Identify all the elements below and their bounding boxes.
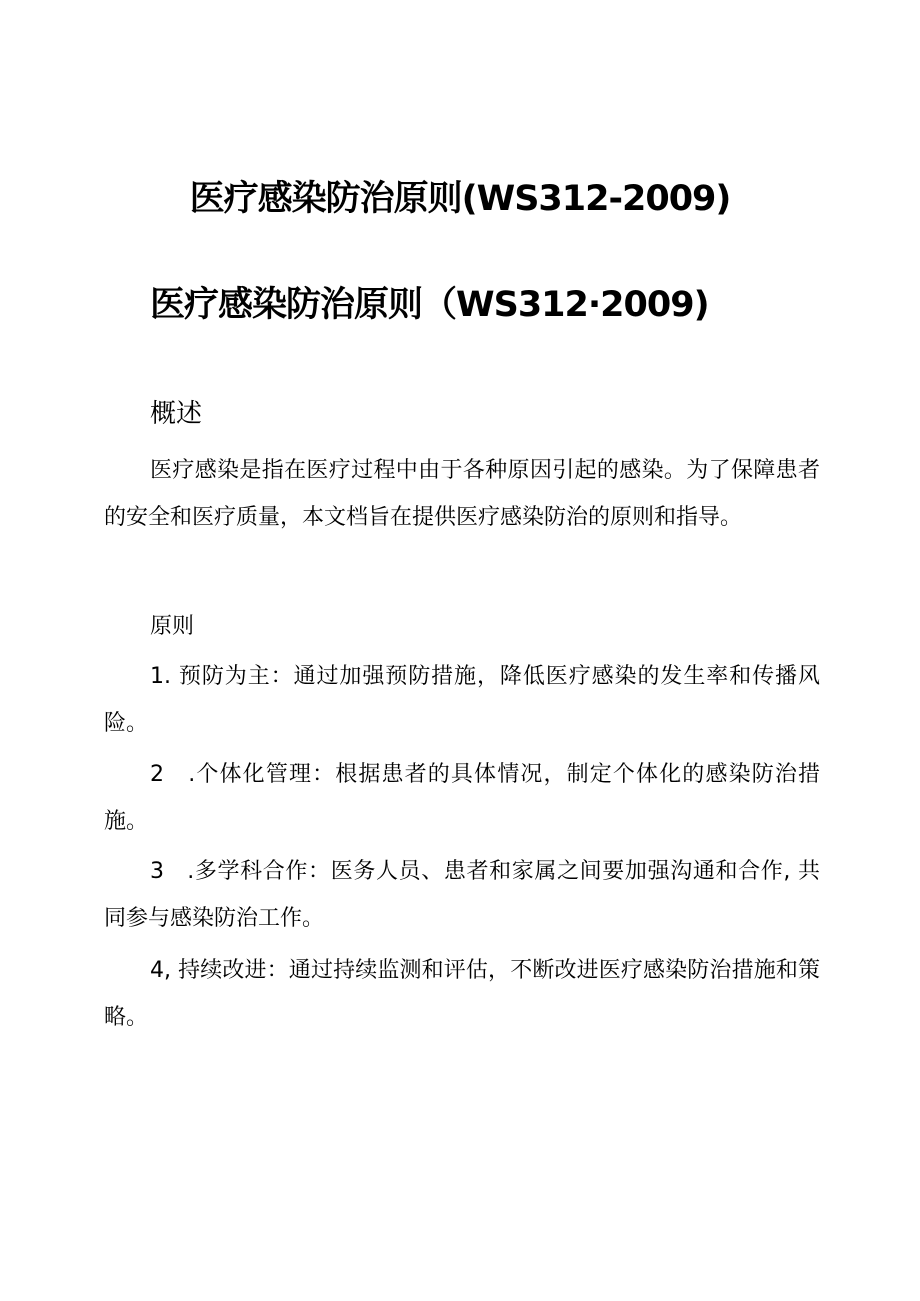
principles-heading: 原则 [150,614,195,639]
overview-heading: 概述 [150,399,203,429]
principle-item-4: 4, 持续改进：通过持续监测和评估，不断改进医疗感染防治措施和策略。 [104,958,820,1030]
document-subtitle: 医疗感染防治原则（WS312·2009) [150,285,709,325]
principle-item-1: 1. 预防为主：通过加强预防措施，降低医疗感染的发生率和传播风险。 [104,664,820,736]
overview-paragraph: 医疗感染是指在医疗过程中由于各种原因引起的感染。为了保障患者的安全和医疗质量，本文档旨在提供医疗感染防治的原则和指导。 [104,458,820,530]
principle-item-3: 3 .多学科合作：医务人员、患者和家属之间要加强沟通和合作, 共同参与感染防治工作。 [104,859,820,931]
document-title: 医疗感染防治原则(WS312-2009) [189,179,731,219]
principle-item-2: 2 .个体化管理：根据患者的具体情况，制定个体化的感染防治措施。 [104,762,820,834]
